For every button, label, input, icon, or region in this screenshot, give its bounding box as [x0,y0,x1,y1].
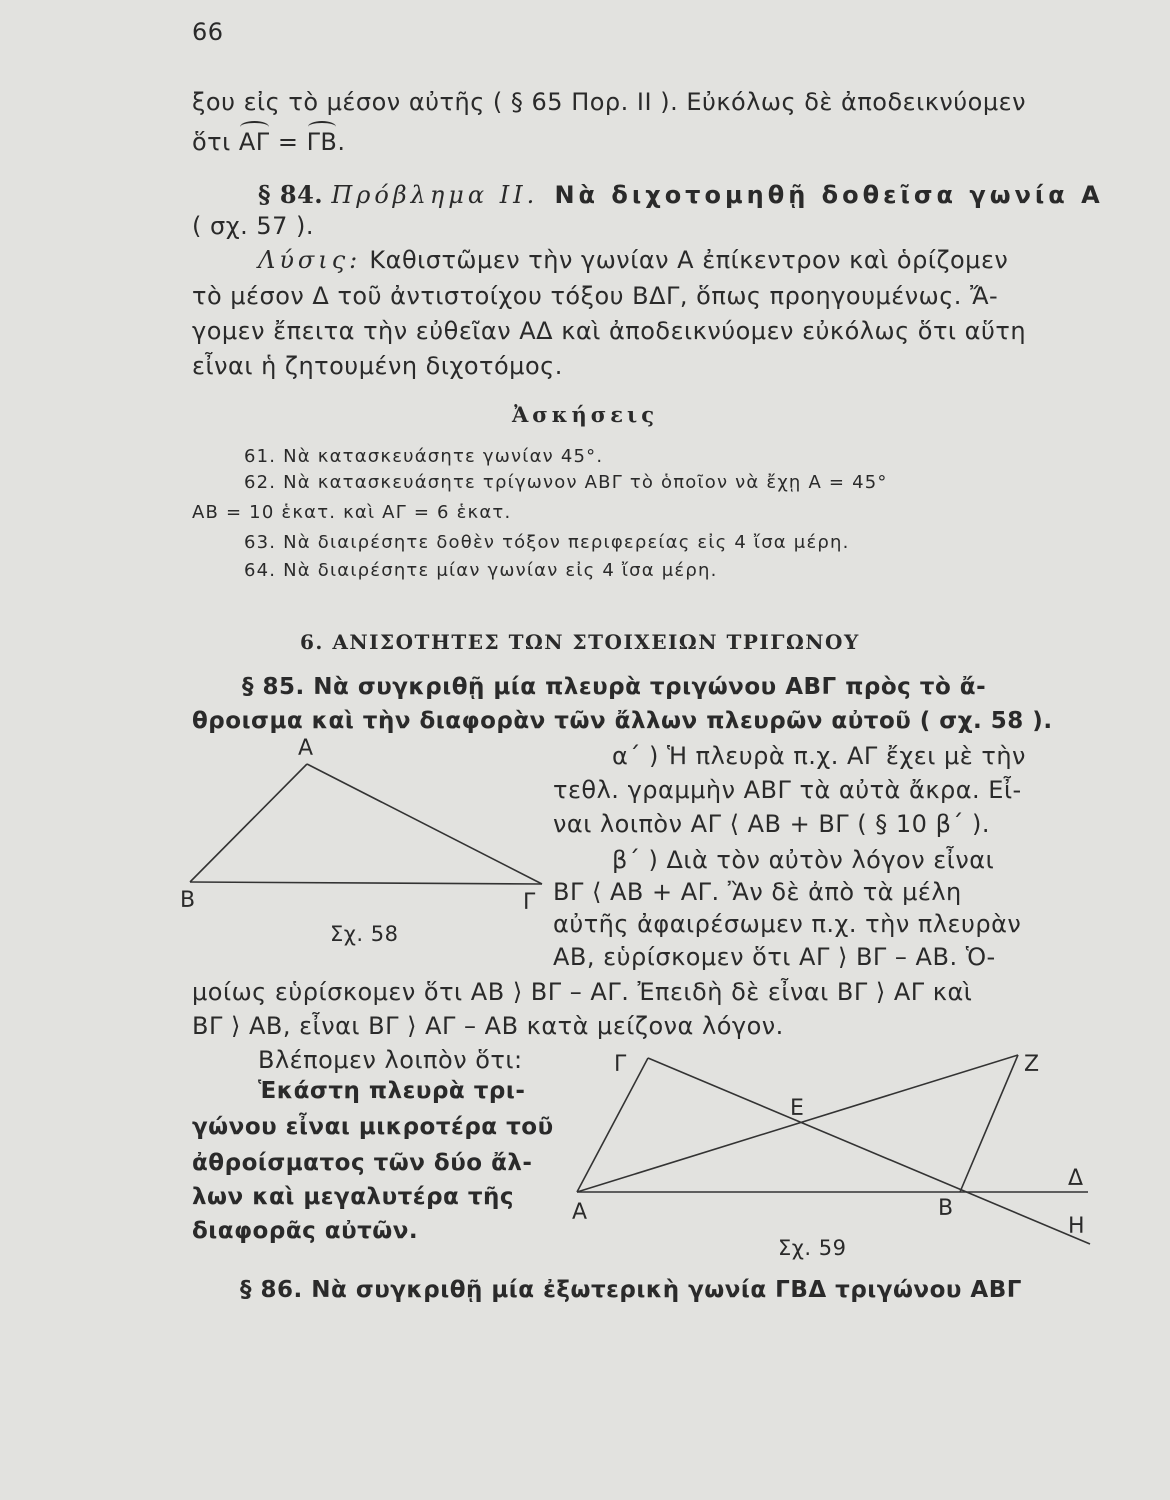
exercise-item: 63. Νὰ διαιρέσητε δοθὲν τόξον περιφερείας εἰς 4 ἴσα μέρη. [244,532,850,553]
fig59-label-a: Α [572,1200,588,1225]
rule-line: διαφορᾶς αὐτῶν. [192,1218,419,1244]
arc-ag: ΑΓ [238,128,270,156]
text-line: αὐτῆς ἀφαιρέσωμεν π.χ. τὴν πλευρὰν [553,910,1022,938]
chapter-title: 6. ΑΝΙΣΟΤΗΤΕΣ ΤΩΝ ΣΤΟΙΧΕΙΩΝ ΤΡΙΓΩΝΟΥ [300,630,860,654]
text-fragment: Καθιστῶμεν τὴν γωνίαν Α ἐπίκεντρον καὶ ὁρίζομεν [369,246,1009,274]
problem-label: Πρόβλημα II. [331,181,539,209]
text-line: ΒΓ ⟩ ΑΒ, εἶναι ΒΓ ⟩ ΑΓ – ΑΒ κατὰ μείζονα λόγον. [192,1012,784,1040]
text-line: ΒΓ ⟨ ΑΒ + ΑΓ. Ἂν δὲ ἀπὸ τὰ μέλη [553,878,962,906]
rule-line: ἀθροίσματος τῶν δύο ἄλ- [192,1150,533,1176]
text-line: τὸ μέσον Δ τοῦ ἀντιστοίχου τόξου ΒΔΓ, ὅπως προηγουμένως. Ἄ- [192,282,999,310]
fig59-line-gh [648,1058,1090,1244]
problem-title: Νὰ διχοτομηθῇ δοθεῖσα γωνία Α [554,181,1104,209]
arc-gb: ΓΒ [306,128,338,156]
exercises-heading: Ἀσκήσεις [512,402,658,427]
fig58-side-bg [190,882,542,884]
text-line: ναι λοιπὸν ΑΓ ⟨ ΑΒ + ΒΓ ( § 10 β΄ ). [553,810,991,838]
figure-ref: ( σχ. 57 ). [192,212,314,240]
fig59-label-z: Ζ [1024,1052,1040,1077]
exercise-item: 64. Νὰ διαιρέσητε μίαν γωνίαν εἰς 4 ἴσα μέρη. [244,560,718,581]
fig59-label-g: Γ [614,1052,627,1077]
section-85-line: θροισμα καὶ τὴν διαφορὰν τῶν ἄλλων πλευρῶν αὐτοῦ ( σχ. 58 ). [192,708,1053,734]
text-line: Βλέπομεν λοιπὸν ὅτι: [258,1046,523,1074]
exercise-item: ΑΒ = 10 ἑκατ. καὶ ΑΓ = 6 ἑκατ. [192,502,512,523]
fig58-side-ba [190,764,307,882]
fig59-line-zb [960,1055,1018,1192]
exercise-item: 62. Νὰ κατασκευάσητε τρίγωνον ΑΒΓ τὸ ὁποῖον νὰ ἔχῃ Α = 45° [244,472,888,493]
text-line: εἶναι ἡ ζητουμένη διχοτόμος. [192,352,563,380]
fig58-label-a: Α [298,736,314,761]
rule-line: Ἑκάστη πλευρὰ τρι- [258,1078,526,1104]
text-line: α΄ ) Ἡ πλευρὰ π.χ. ΑΓ ἔχει μὲ τὴν [612,742,1026,770]
rule-line: λων καὶ μεγαλυτέρα τῆς [192,1184,515,1210]
text-line: μοίως εὑρίσκομεν ὅτι ΑΒ ⟩ ΒΓ – ΑΓ. Ἐπειδὴ δὲ εἶναι ΒΓ ⟩ ΑΓ καὶ [192,978,973,1006]
fig59-label-d: Δ [1068,1166,1084,1191]
solution-label: Λύσις: [258,246,362,274]
rule-line: γώνου εἶναι μικροτέρα τοῦ [192,1114,554,1140]
text-line: ξου εἰς τὸ μέσον αὐτῆς ( § 65 Πορ. II ). Εὐκόλως δὲ ἀποδεικνύομεν [192,88,1027,116]
fig58-label-b: Β [180,888,196,913]
fig59-line-ga [577,1058,648,1192]
fig58-label-g: Γ [523,890,536,915]
text-fragment: . [337,128,346,156]
fig58-side-ag [307,764,542,884]
fig59-caption: Σχ. 59 [778,1236,847,1260]
text-line: β΄ ) Διὰ τὸν αὐτὸν λόγον εἶναι [612,846,995,874]
fig59-label-e: Ε [790,1096,804,1121]
section-86-heading: § 86. Νὰ συγκριθῇ μία ἐξωτερικὴ γωνία ΓΒΔ τριγώνου ΑΒΓ [240,1277,1022,1303]
text-line: τεθλ. γραμμὴν ΑΒΓ τὰ αὐτὰ ἄκρα. Εἶ- [553,776,1022,804]
figure-59 [577,1055,1090,1244]
fig59-label-h: Η [1068,1214,1085,1239]
figure-58 [190,764,542,884]
fig59-line-az [577,1055,1018,1192]
exercise-item: 61. Νὰ κατασκευάσητε γωνίαν 45°. [244,446,604,467]
text-line: ΑΒ, εὑρίσκομεν ὅτι ΑΓ ⟩ ΒΓ – ΑΒ. Ὁ- [553,943,996,971]
text-fragment: ὅτι [192,128,239,156]
fig58-caption: Σχ. 58 [330,922,399,946]
section-85-line: § 85. Νὰ συγκριθῇ μία πλευρὰ τριγώνου ΑΒΓ πρὸς τὸ ἄ- [242,674,987,700]
fig59-label-b: Β [938,1196,954,1221]
section-number: § 84. [258,180,324,209]
text-fragment: = [269,128,307,156]
text-line: γομεν ἔπειτα τὴν εὐθεῖαν ΑΔ καὶ ἀποδεικνύομεν εὐκόλως ὅτι αὕτη [192,317,1027,345]
page-number: 66 [192,18,224,46]
